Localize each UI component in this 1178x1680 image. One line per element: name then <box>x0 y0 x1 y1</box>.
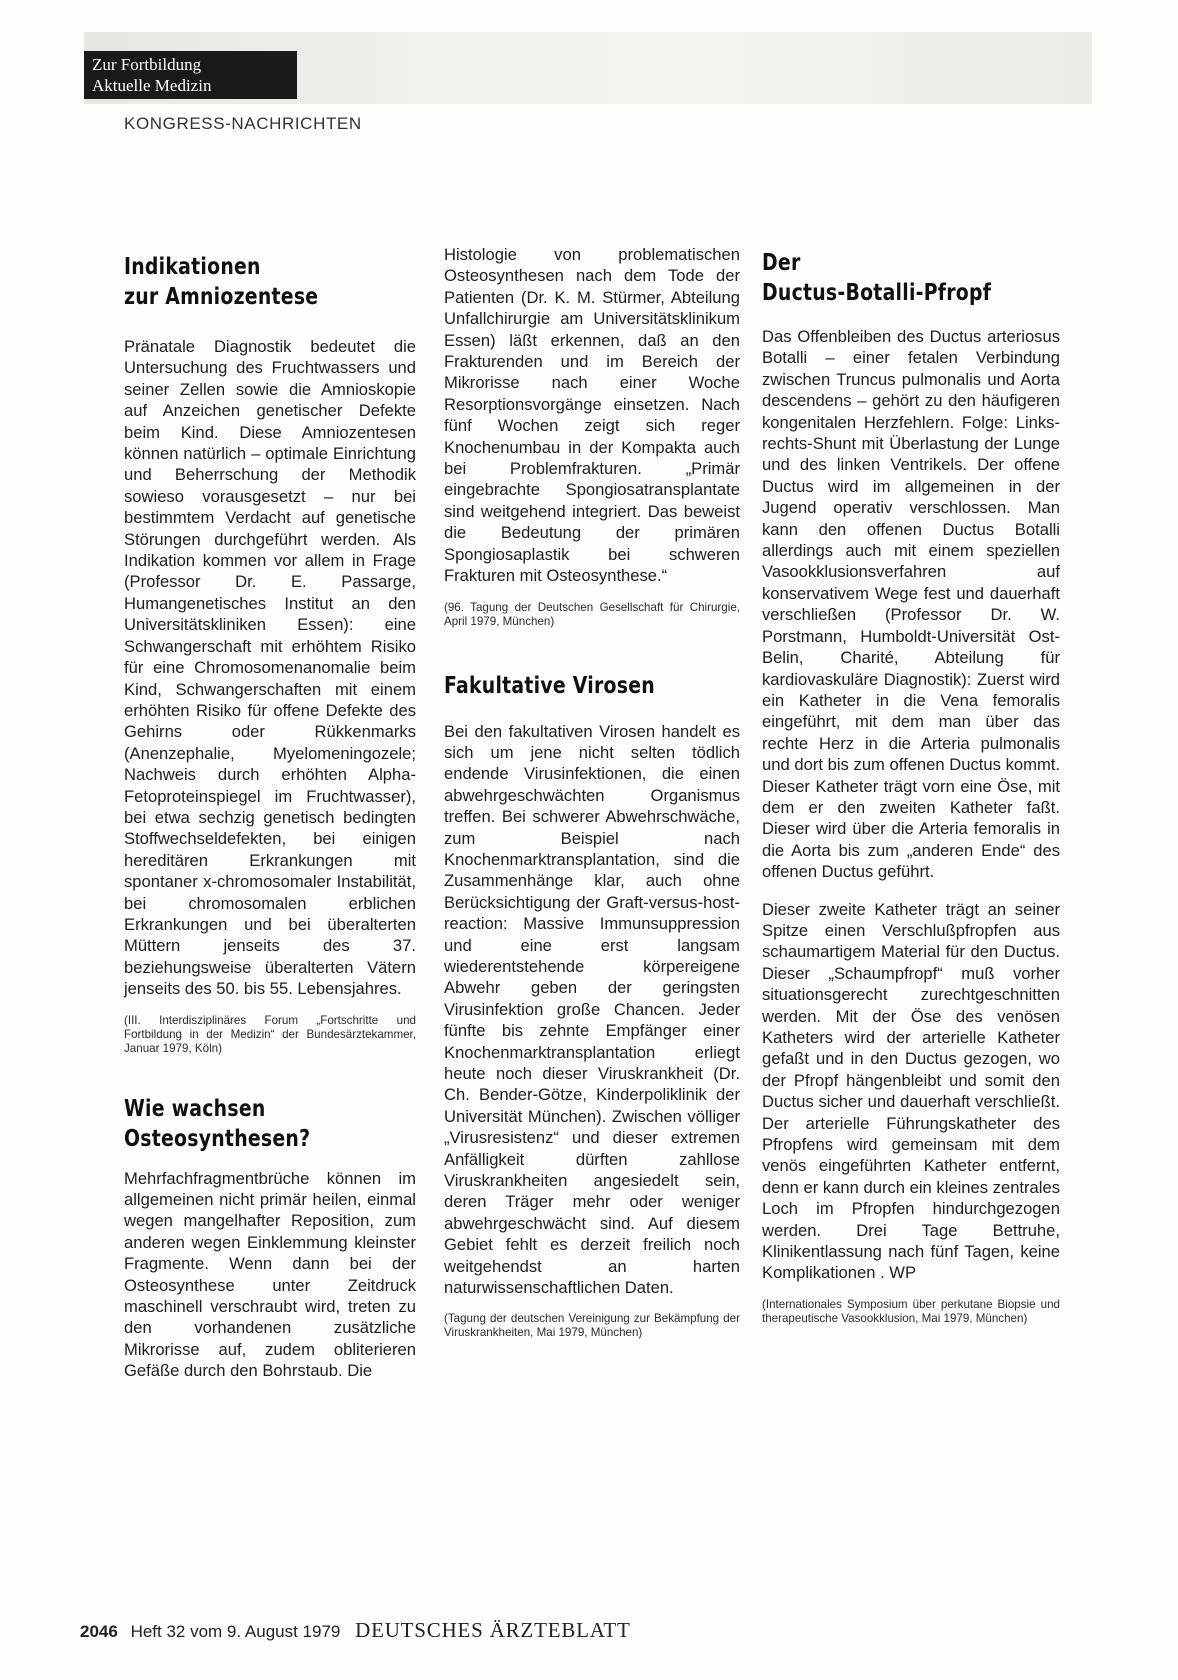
title-line: zur Amniozentese <box>124 284 319 310</box>
article-source-amniozentese: (III. Interdisziplinäres Forum „Fortschritte und Fortbildung in der Medizin“ der Bundesärztekammer, Januar 1979, Köln) <box>124 1013 416 1055</box>
title-line: Der <box>762 250 801 276</box>
article-body-amniozentese: Pränatale Diagnostik bedeutet die Untersuchung des Fruchtwassers und seiner Zellen sowie die Amnioskopie auf Anzeichen genetischer Defekte beim Kind. Diese Amniozentesen können natürlich – optimale Einrichtung und Beherrschung der Methodik sowieso vorausgesetzt – nur bei bestimmtem Verdacht auf genetische Störungen durchgeführt werden. Als Indikation kommen vor allem in Frage (Professor Dr. E. Passarge, Humangenetisches Institut an den Universitätskliniken Essen): eine Schwangerschaft mit erhöhtem Risiko für eine Chromosomenanomalie beim Kind, Schwangerschaften mit einem erhöhten Risiko für offene Defekte des Gehirns oder Rükkenmarks (Anenzephalie, Myelomeningozele; Nachweis durch erhöhten Alpha-Fetoproteinspiegel im Fruchtwasser), bei etwa sechzig genetisch bedingten Stoffwechseldefekten, bei einigen hereditären Erkrankungen mit spontaner x-chromosomaler Instabilität, bei chromosomalen erblichen Erkrankungen und bei überalterten Müttern jenseits des 37. beziehungsweise überalterten Vätern jenseits des 50. bis 55. Lebensjahres. <box>124 337 416 999</box>
column-3 <box>762 248 1060 1326</box>
article-body-osteosynthesen-part1: Mehrfachfragmentbrüche können im allgemeinen nicht primär heilen, einmal wegen mangelhafter Reposition, zum anderen wegen Einklemmung kleinster Fragmente. Wenn dann bei der Osteosynthese unter Zeitdruck maschinell verschraubt wird, treten zu den vorhandenen zusätzliche Mikrorisse auf, zudem obliterieren Gefäße durch den Bohrstaub. Die <box>124 1168 416 1381</box>
page-footer <box>80 1618 631 1643</box>
page-number: 2046 <box>80 1622 118 1641</box>
column-2 <box>444 244 740 1340</box>
article-source-virosen: (Tagung der deutschen Vereinigung zur Bekämpfung der Viruskrankheiten, Mai 1979, München) <box>444 1312 740 1340</box>
title-line: Osteosynthesen? <box>124 1125 311 1152</box>
article-source-ductus: (Internationales Symposium über perkutane Biopsie und therapeutische Vasookklusion, Mai 1979, München) <box>762 1297 1060 1325</box>
title-line: Ductus-Botalli-Pfropf <box>762 280 992 306</box>
journal-name: DEUTSCHES ÄRZTEBLATT <box>355 1618 631 1642</box>
issue-info: Heft 32 vom 9. August 1979 <box>130 1622 341 1641</box>
article-body-virosen: Bei den fakultativen Virosen handelt es sich um jene nicht selten tödlich endende Virusinfektionen, die einen abwehrgeschwächten Organismus treffen. Bei schwerer Abwehrschwäche, zum Beispiel nach Knochenmarktransplantation, sind die Zusammenhänge klar, auch ohne Berücksichtigung der Graft-versus-host-reaction: Massive Immunsuppression und eine erst langsam wiederentstehende körpereigene Abwehr geben der geringsten Virusinfektion große Chancen. Jeder fünfte bis zehnte Empfänger einer Knochenmarktransplantation erliegt heute noch dieser Viruskrankheit (Dr. Ch. Bender-Götze, Kinderpoliklinik der Universität München). Zwischen völliger „Virusresistenz“ und dieser extremen Anfälligkeit dürften zahllose Viruskrankheiten angesiedelt sein, deren Träger mehr oder weniger abwehrgeschwächt sind. Auf diesem Gebiet fehlt es derzeit freilich noch weitgehendst an harten naturwissenschaftlichen Daten. <box>444 721 740 1298</box>
article-body-osteosynthesen-part2: Histologie von problematischen Osteosynthesen nach dem Tode der Patienten (Dr. K. M. Stürmer, Abteilung Unfallchirurgie am Universitätsklinikum Essen) läßt erkennen, daß an den Frakturenden und im Bereich der Mikrorisse nach einer Woche Resorptionsvorgänge einsetzen. Nach fünf Wochen zeigt sich reger Knochenumbau in der Kompakta auch bei Problemfrakturen. „Primär eingebrachte Spongiosatransplantate sind weitgehend integriert. Das beweist die Bedeutung der primären Spongiosaplastik bei schweren Frakturen mit Osteosynthese.“ <box>444 245 740 586</box>
section-label: KONGRESS-NACHRICHTEN <box>124 114 362 133</box>
article-title-osteosynthesen <box>124 1094 363 1154</box>
article-body-ductus-para1: Das Offenbleiben des Ductus arteriosus Botalli – einer fetalen Verbindung zwischen Truncus pulmonalis und Aorta descendens – gehört zu den häufigeren kongenitalen Herzfehlern. Folge: Links-rechts-Shunt mit Überlastung der Lunge und des linken Ventrikels. Der offene Ductus wird im allgemeinen in der Jugend operativ verschlossen. Man kann den offenen Ductus Botalli allerdings auch mit einem speziellen Vasookklusionsverfahren auf konservativem Wege fest und dauerhaft verschließen (Professor Dr. W. Porstmann, Humboldt-Universität Ost-Belin, Charité, Abteilung für kardiovaskuläre Diagnostik): Zuerst wird ein Katheter in die Vena femoralis eingeführt, mit dem man über das rechte Herz in die Arteria pulmonalis und dort bis zum offenen Ductus kommt. Dieser Katheter trägt vorn eine Öse, mit dem er den zweiten Katheter faßt. Dieser wird über die Arteria femoralis in die Aorta bis zum „anderen Ende“ des offenen Ductus geführt. <box>762 327 1060 882</box>
rubric-line-1: Zur Fortbildung <box>92 55 202 74</box>
article-title-virosen: Fakultative Virosen <box>444 672 655 699</box>
title-line: Wie wachsen <box>124 1095 266 1122</box>
article-title-ductus <box>762 248 1006 308</box>
title-line: Indikationen <box>124 254 261 280</box>
article-body-ductus-para2: Dieser zweite Katheter trägt an seiner Spitze einen Verschlußpfropfen aus schaumartigem Material für den Ductus. Dieser „Schaumpfropf“ muß vorher situationsgerecht zurechtgeschnitten werden. Mit der Öse des venösen Katheters wird der arterielle Katheter gefaßt und in den Ductus gezogen, wo der Pfropf hängenbleibt und somit den Ductus sicher und dauerhaft verschließt. Der arterielle Führungskatheter des Pfropfens wird gemeinsam mit dem venös eingeführten Katheter entfernt, denn er kann durch ein kleines zentrales Loch im Pfropfen hindurchgezogen werden. Drei Tage Bettruhe, Klinikentlassung nach fünf Tagen, keine Komplikationen . WP <box>762 899 1060 1283</box>
column-1 <box>124 252 416 1382</box>
article-source-osteosynthesen: (96. Tagung der Deutschen Gesellschaft für Chirurgie, April 1979, München) <box>444 600 740 628</box>
rubric-line-2: Aktuelle Medizin <box>92 76 212 95</box>
article-title-amniozentese <box>124 252 363 312</box>
rubric-badge <box>84 51 297 99</box>
